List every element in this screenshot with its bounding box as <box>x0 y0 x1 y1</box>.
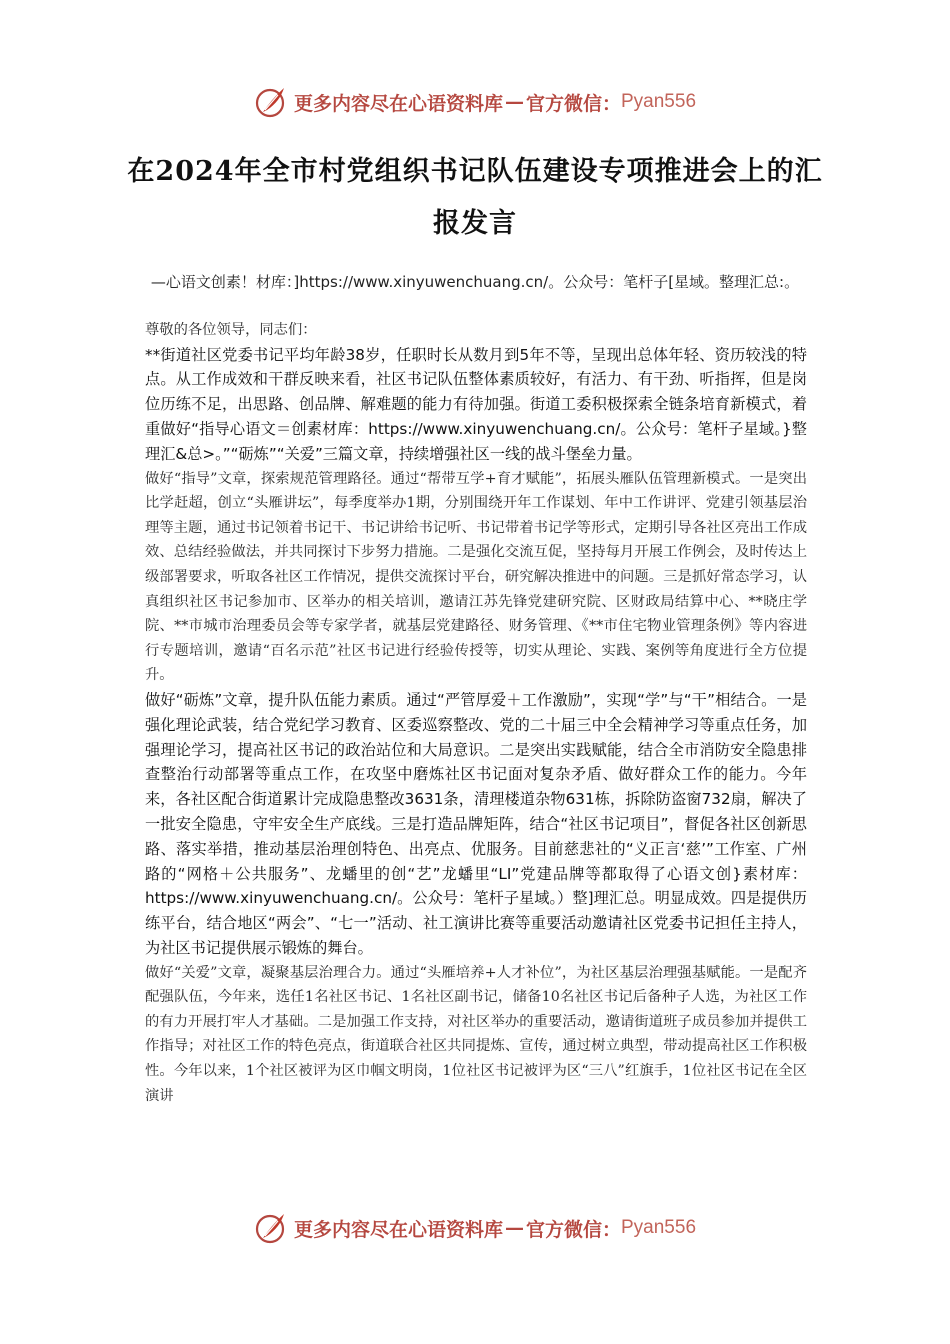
banner-wechat-label: 官方微信： <box>525 92 621 115</box>
paragraph-care: 做好“关爱”文章，凝聚基层治理合力。通过“头雁培养+人才补位”，为社区基层治理强基赋能。一是配齐配强队伍，今年来，选任1名社区书记、1名社区副书记，储备10名社区书记后备种子人选，为社区工作的有力开展打牢人才基础。二是加强工作支持，对社区举办的重要活动，邀请街道班子成员参加并提供工作指导；对社区工作的特色亮点，街道联合社区共同提炼、宣传，通过树立典型，带动提高社区工作积极性。今年以来，1个社区被评为区巾帼文明岗，1位社区书记被评为区“三八”红旗手，1位社区书记在全区演讲 <box>145 964 807 1104</box>
document-body <box>145 318 807 1108</box>
paragraph-intro: **街道社区党委书记平均年龄38岁，任职时长从数月到5年不等，呈现出总体年轻、资历较浅的特点。从工作成效和干群反映来看，社区书记队伍整体素质较好，有活力、有干劲、听指挥，但是岗位历练不足，出思路、创品牌、解难题的能力有待加强。街道工委积极探索全链条培育新模式，着重做好“指导心语文＝创素材库：https://www.xinyuwenchuang.cn/。公众号：笔杆子星域。}整理汇&总>。”“砺炼”“关爱”三篇文章，持续增强社区一线的战斗堡垒力量。 <box>145 345 807 463</box>
footer-banner <box>0 1208 950 1248</box>
salutation: 尊敬的各位领导，同志们： <box>145 322 317 338</box>
quill-logo-icon <box>254 85 288 119</box>
document-title: 在2024年全市村党组织书记队伍建设专项推进会上的汇报发言 <box>127 156 823 239</box>
paragraph-guidance: 做好“指导”文章，探索规范管理路径。通过“帮带互学+育才赋能”，拓展头雁队伍管理新模式。一是突出比学赶超，创立“头雁讲坛”，每季度举办1期，分别围绕开年工作谋划、年中工作讲评、党建引领基层治理等主题，通过书记领着书记干、书记讲给书记听、书记带着书记学等形式，定期引导各社区亮出工作成效、总结经验做法，并共同探讨下步努力措施。二是强化交流互促，坚持每月开展工作例会，及时传达上级部署要求，听取各社区工作情况，提供交流探讨平台，研究解决推进中的问题。三是抓好常态学习，认真组织社区书记参加市、区举办的相关培训，邀请江苏先锋党建研究院、区财政局结算中心、**晓庄学院、**市城市治理委员会等专家学者，就基层党建路径、财务管理、《**市住宅物业管理条例》等内容进行专题培训，邀请“百名示范”社区书记进行经验传授等，切实从理论、实践、案例等角度进行全方位提升。 <box>145 470 807 684</box>
banner-dash: — <box>504 1217 524 1239</box>
quill-logo-icon <box>254 1211 288 1245</box>
banner-wechat-id: Pyan556 <box>621 91 697 112</box>
banner-wechat-label: 官方微信： <box>525 1218 621 1241</box>
banner-text: 更多内容尽在心语资料库 <box>293 92 503 115</box>
banner-dash: — <box>504 91 524 113</box>
paragraph-training: 做好“砺炼”文章，提升队伍能力素质。通过“严管厚爱＋工作激励”，实现“学”与“干”相结合。一是强化理论武装，结合党纪学习教育、区委巡察整改、党的二十届三中全会精神学习等重点任务，加强理论学习，提高社区书记的政治站位和大局意识。二是突出实践赋能，结合全市消防安全隐患排查整治行动部署等重点工作，在攻坚中磨炼社区书记面对复杂矛盾、做好群众工作的能力。今年来，各社区配合街道累计完成隐患整改3631条，清理楼道杂物631栋，拆除防盗窗732扇，解决了一批安全隐患，守牢安全生产底线。三是打造品牌矩阵，结合“社区书记项目”，督促各社区创新思路、落实举措，推动基层治理创特色、出亮点、优服务。目前慈悲社的“义正言‘慈’”工作室、广州路的“网格＋公共服务”、龙蟠里的创“艺”龙蟠里“LI”党建品牌等都取得了心语文创}素材库：https://www.xinyuwenchuang.cn/。公众号：笔杆子星域。）整]理汇总。明显成效。四是提供历练平台，结合地区“两会”、“七一”活动、社工演讲比赛等重要活动邀请社区党委书记担任主持人，为社区书记提供展示锻炼的舞台。 <box>145 690 807 957</box>
source-line: —心语文创素！材库：]https://www.xinyuwenchuang.cn/。公众号：笔杆子[星域。整理汇总:。 <box>150 273 800 291</box>
banner-wechat-id: Pyan556 <box>621 1217 697 1238</box>
banner-text: 更多内容尽在心语资料库 <box>293 1218 503 1241</box>
header-banner <box>0 82 950 122</box>
